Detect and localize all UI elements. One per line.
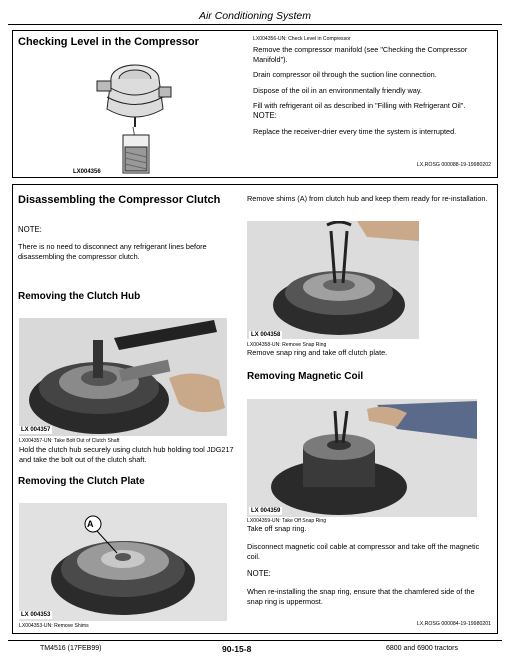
figure-caption: LX004358-UN: Remove Snap Ring [247, 342, 327, 348]
note-text: Replace the receiver-drier every time the system is interrupted. [253, 127, 457, 136]
subsection-title-coil: Removing Magnetic Coil [247, 371, 364, 382]
figure-label: LX 004359 [251, 508, 281, 514]
note-text: There is no need to disconnect any refrigerant lines before disassembling the compressor clutch. [18, 242, 207, 261]
clutch-plate-drawing [19, 503, 227, 621]
note-label: NOTE: [253, 111, 277, 120]
step-1: Remove the compressor manifold (see "Checking the Compressor Manifold"). [253, 45, 468, 64]
callout-a: A [87, 519, 94, 529]
figure-label: LX 004353 [21, 612, 51, 618]
photo-magnetic-coil [247, 399, 477, 517]
step-3: Dispose of the oil in an environmentally friendly way. [253, 85, 422, 95]
steps-list [253, 45, 491, 117]
figure-label: LX004356 [73, 169, 101, 175]
section-disassembling-clutch [12, 184, 498, 634]
compressor-drawing [73, 57, 193, 177]
magnetic-coil-drawing [247, 399, 477, 517]
section-title: Disassembling the Compressor Clutch [18, 194, 221, 206]
note-label: NOTE: [18, 225, 42, 234]
shims-instruction: Remove shims (A) from clutch hub and keep them ready for re-installation. [247, 194, 488, 203]
snap-ring-drawing [247, 221, 419, 339]
clutch-hub-drawing [19, 318, 227, 436]
coil-instruction-1: Take off snap ring. [247, 524, 307, 533]
subsection-title-plate: Removing the Clutch Plate [18, 476, 145, 487]
reference-code: LX,ROSG 000088-19-19980202 [416, 162, 491, 168]
step-2: Drain compressor oil through the suction line connection. [253, 70, 437, 80]
header-rule [8, 24, 502, 25]
note-label: NOTE: [247, 569, 271, 578]
photo-clutch-hub [19, 318, 227, 436]
footer-rule [8, 640, 502, 641]
figure-caption: LX004359-UN: Take Off Snap Ring [247, 518, 327, 524]
figure-label: LX 004357 [21, 427, 51, 433]
figure-label: LX 004358 [251, 332, 281, 338]
photo-clutch-plate [19, 503, 227, 621]
section-checking-level [12, 30, 498, 178]
hub-instruction: Hold the clutch hub securely using clutch hub holding tool JDG217 and take the bolt out of the clutch shaft. [19, 445, 234, 464]
step-4: Fill with refrigerant oil as described in "Filling with Refrigerant Oil". [253, 101, 466, 111]
snap-ring-instruction: Remove snap ring and take off clutch plate. [247, 348, 388, 357]
reference-code: LX,ROSG 000084-19-19980201 [416, 621, 491, 627]
section-title: Checking Level in the Compressor [18, 36, 199, 48]
subsection-title-hub: Removing the Clutch Hub [18, 291, 141, 302]
figure-caption: LX004357-UN: Take Bolt Out of Clutch Shaft [19, 438, 120, 444]
figure-caption: LX004356-UN: Check Level in Compressor [253, 36, 351, 42]
note-text: When re-installing the snap ring, ensure that the chamfered side of the snap ring is uppermost. [247, 587, 475, 606]
photo-snap-ring [247, 221, 419, 339]
coil-instruction-2: Disconnect magnetic coil cable at compressor and take off the magnetic coil. [247, 542, 480, 561]
footer-model: 6800 and 6900 tractors [386, 645, 458, 652]
footer-page-number: 90-15-8 [222, 644, 252, 654]
page-header-title: Air Conditioning System [198, 10, 312, 22]
figure-caption: LX004353-UN: Remove Shims [19, 623, 89, 629]
footer-manual-id: TM4516 (17FEB99) [40, 645, 102, 652]
compressor-illustration [73, 57, 193, 177]
